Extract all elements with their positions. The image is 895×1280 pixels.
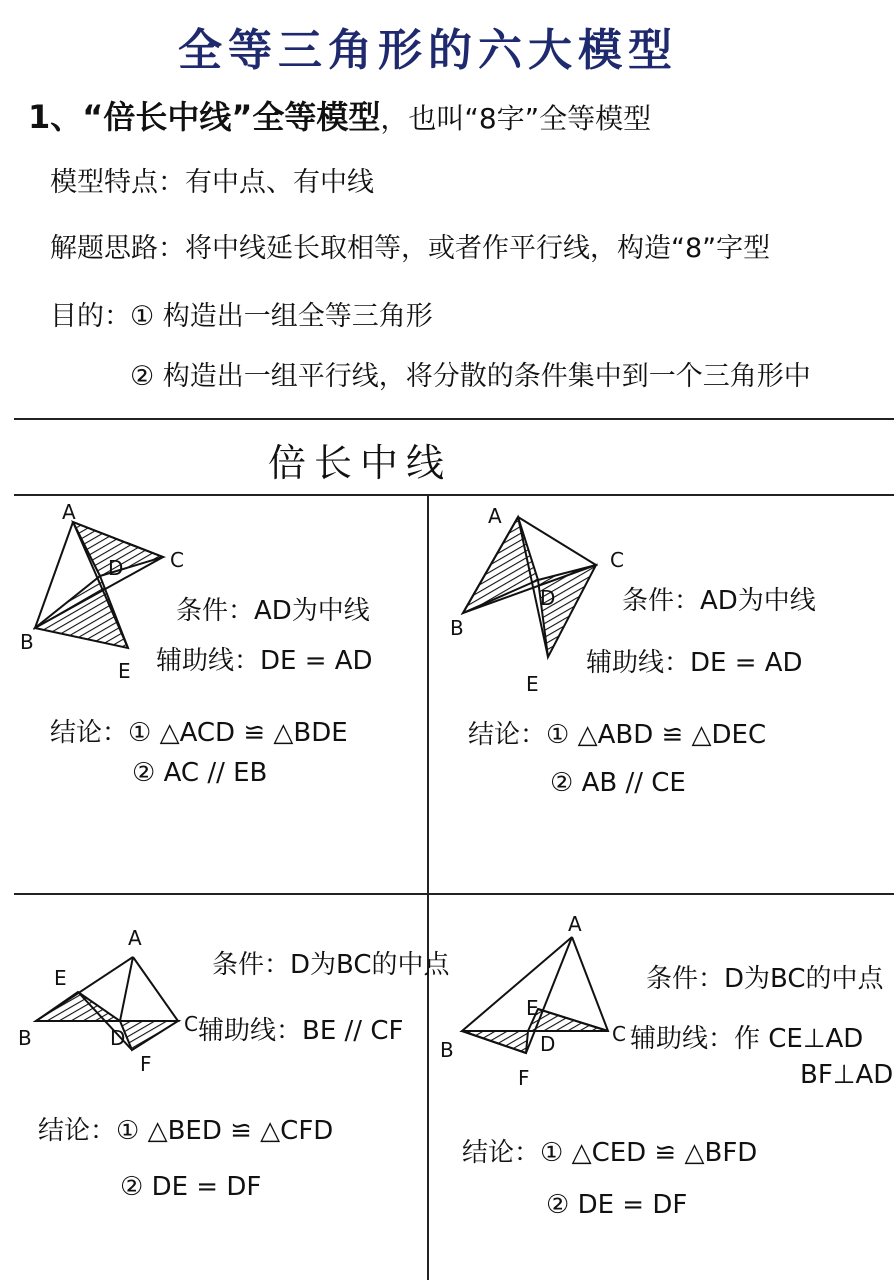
q4-conclusion-1: 结论：① △CED ≌ △BFD (462, 1138, 758, 1168)
q2-condition: 条件：AD为中线 (622, 586, 816, 616)
figure-q4 (430, 895, 640, 1095)
point-label-e: E (118, 659, 131, 683)
point-label-d: D (110, 1026, 126, 1050)
point-label-a: A (568, 912, 582, 936)
point-label-c: C (612, 1022, 626, 1046)
point-label-a: A (488, 504, 502, 528)
grid-line-vertical (427, 494, 429, 1280)
page-title: 全等三角形的六大模型 (178, 25, 678, 76)
section-title: 倍长中线 (268, 441, 453, 485)
model-alias: ，也叫“8字”全等模型 (380, 102, 652, 135)
point-label-a: A (62, 500, 76, 524)
q2-aux-line: 辅助线：DE = AD (586, 648, 803, 678)
point-label-d: D (108, 556, 124, 580)
q2-conclusion-2: ② AB // CE (550, 768, 686, 798)
q4-condition: 条件：D为BC的中点 (646, 964, 884, 994)
point-label-b: B (450, 616, 464, 640)
q1-condition: 条件：AD为中线 (176, 596, 370, 626)
point-label-e: E (526, 996, 539, 1020)
q1-aux-line: 辅助线：DE = AD (156, 646, 373, 676)
purpose-item-1: ① 构造出一组全等三角形 (130, 301, 433, 332)
q3-condition: 条件：D为BC的中点 (212, 950, 450, 980)
point-label-e: E (54, 966, 67, 990)
point-label-b: B (440, 1038, 454, 1062)
shaded-triangle-bed (36, 992, 120, 1021)
q3-aux-line: 辅助线：BE // CF (198, 1016, 404, 1046)
purpose-label: 目的： (50, 301, 131, 332)
divider-top (14, 418, 894, 420)
model-heading (28, 92, 651, 138)
point-label-e: E (526, 672, 539, 696)
q3-conclusion-1: 结论：① △BED ≌ △CFD (38, 1116, 334, 1146)
point-label-c: C (610, 548, 624, 572)
q2-conclusion-1: 结论：① △ABD ≌ △DEC (468, 720, 767, 750)
point-label-c: C (184, 1012, 198, 1036)
point-label-f: F (518, 1066, 530, 1090)
point-label-b: B (18, 1026, 32, 1050)
point-label-a: A (128, 926, 142, 950)
q1-conclusion-1: 结论：① △ACD ≌ △BDE (50, 718, 348, 748)
point-label-d: D (540, 1032, 556, 1056)
point-label-c: C (170, 548, 184, 572)
q3-conclusion-2: ② DE = DF (120, 1172, 262, 1202)
median-ad (120, 957, 133, 1021)
point-label-b: B (20, 630, 34, 654)
figure-q3 (0, 895, 210, 1095)
model-number: 1、 (28, 98, 83, 136)
model-name: “倍长中线”全等模型 (82, 98, 381, 136)
q1-conclusion-2: ② AC // EB (132, 758, 268, 788)
q4-aux-line-2: BF⊥AD (800, 1060, 894, 1090)
model-features: 模型特点：有中点、有中线 (50, 167, 374, 198)
point-label-f: F (140, 1052, 152, 1076)
point-label-d: D (540, 586, 556, 610)
purpose-item-2: ② 构造出一组平行线，将分散的条件集中到一个三角形中 (130, 361, 811, 392)
q4-conclusion-2: ② DE = DF (546, 1190, 688, 1220)
solution-approach: 解题思路：将中线延长取相等，或者作平行线，构造“8”字型 (50, 233, 771, 264)
q4-aux-line-1: 辅助线：作 CE⊥AD (630, 1024, 864, 1054)
